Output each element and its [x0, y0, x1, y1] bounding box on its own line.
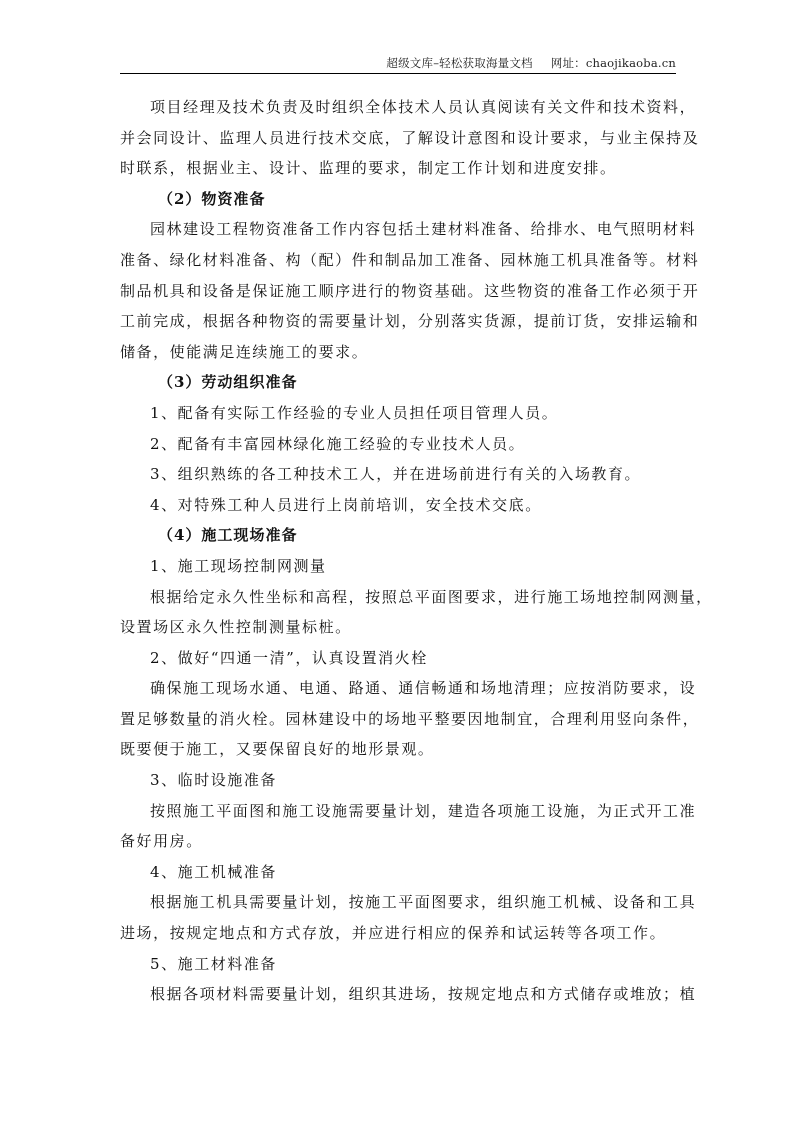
header-url: 网址：chaojikaoba.cn [550, 56, 676, 70]
list-item: 2、配备有丰富园林绿化施工经验的专业技术人员。 [150, 434, 526, 453]
header-text [386, 55, 676, 71]
paragraph-line: 时联系，根据业主、设计、监理的要求，制定工作计划和进度安排。 [120, 159, 617, 178]
list-item: 1、配备有实际工作经验的专业人员担任项目管理人员。 [150, 403, 559, 422]
paragraph-line: 确保施工现场水通、电通、路通、通信畅通和场地清理；应按消防要求，设 [150, 679, 697, 698]
paragraph-line: 进场，按规定地点和方式存放，并应进行相应的保养和试运转等各项工作。 [120, 924, 667, 943]
paragraph-line: 储备，使能满足连续施工的要求。 [120, 342, 369, 361]
section-heading: （2）物资准备 [158, 189, 266, 208]
paragraph-line: 既要便于施工，又要保留良好的地形景观。 [120, 740, 435, 759]
subsection-title: 4、施工机械准备 [150, 862, 277, 881]
header-site-name: 超级文库–轻松获取海量文档 [386, 56, 533, 70]
paragraph-line: 置足够数量的消火栓。园林建设中的场地平整要因地制宜，合理利用竖向条件， [120, 709, 700, 728]
paragraph-line: 按照施工平面图和施工设施需要量计划，建造各项施工设施，为正式开工准 [150, 801, 697, 820]
subsection-title: 5、施工材料准备 [150, 954, 277, 973]
document-body [120, 92, 713, 1010]
subsection-title: 2、做好“四通一清”，认真设置消火栓 [150, 648, 428, 667]
paragraph-line: 根据各项材料需要量计划，组织其进场，按规定地点和方式储存或堆放；植 [150, 985, 697, 1004]
page-header [120, 55, 676, 74]
paragraph-line: 并会同设计、监理人员进行技术交底，了解设计意图和设计要求，与业主保持及 [120, 128, 700, 147]
paragraph-line: 设置场区永久性控制测量标桩。 [120, 618, 352, 637]
list-item: 3、组织熟练的各工种技术工人，并在进场前进行有关的入场教育。 [150, 465, 642, 484]
paragraph-line: 园林建设工程物资准备工作内容包括土建材料准备、给排水、电气照明材料 [150, 220, 697, 239]
paragraph-line: 准备、绿化材料准备、构（配）件和制品加工准备、园林施工机具准备等。材料 [120, 250, 700, 269]
paragraph-line: 备好用房。 [120, 832, 203, 851]
paragraph-line: 工前完成，根据各种物资的需要量计划，分别落实货源，提前订货，安排运输和 [120, 312, 700, 331]
section-heading: （4）施工现场准备 [158, 526, 298, 545]
paragraph-line: 根据施工机具需要量计划，按施工平面图要求，组织施工机械、设备和工具 [150, 893, 697, 912]
list-item: 4、对特殊工种人员进行上岗前培训，安全技术交底。 [150, 495, 542, 514]
paragraph-line: 项目经理及技术负责及时组织全体技术人员认真阅读有关文件和技术资料， [150, 98, 697, 116]
subsection-title: 1、施工现场控制网测量 [150, 556, 327, 575]
paragraph-line: 制品机具和设备是保证施工顺序进行的物资基础。这些物资的准备工作必须于开 [120, 281, 700, 300]
subsection-title: 3、临时设施准备 [150, 771, 277, 790]
section-heading: （3）劳动组织准备 [158, 373, 298, 392]
paragraph-line: 根据给定永久性坐标和高程，按照总平面图要求，进行施工场地控制网测量， [150, 587, 713, 606]
